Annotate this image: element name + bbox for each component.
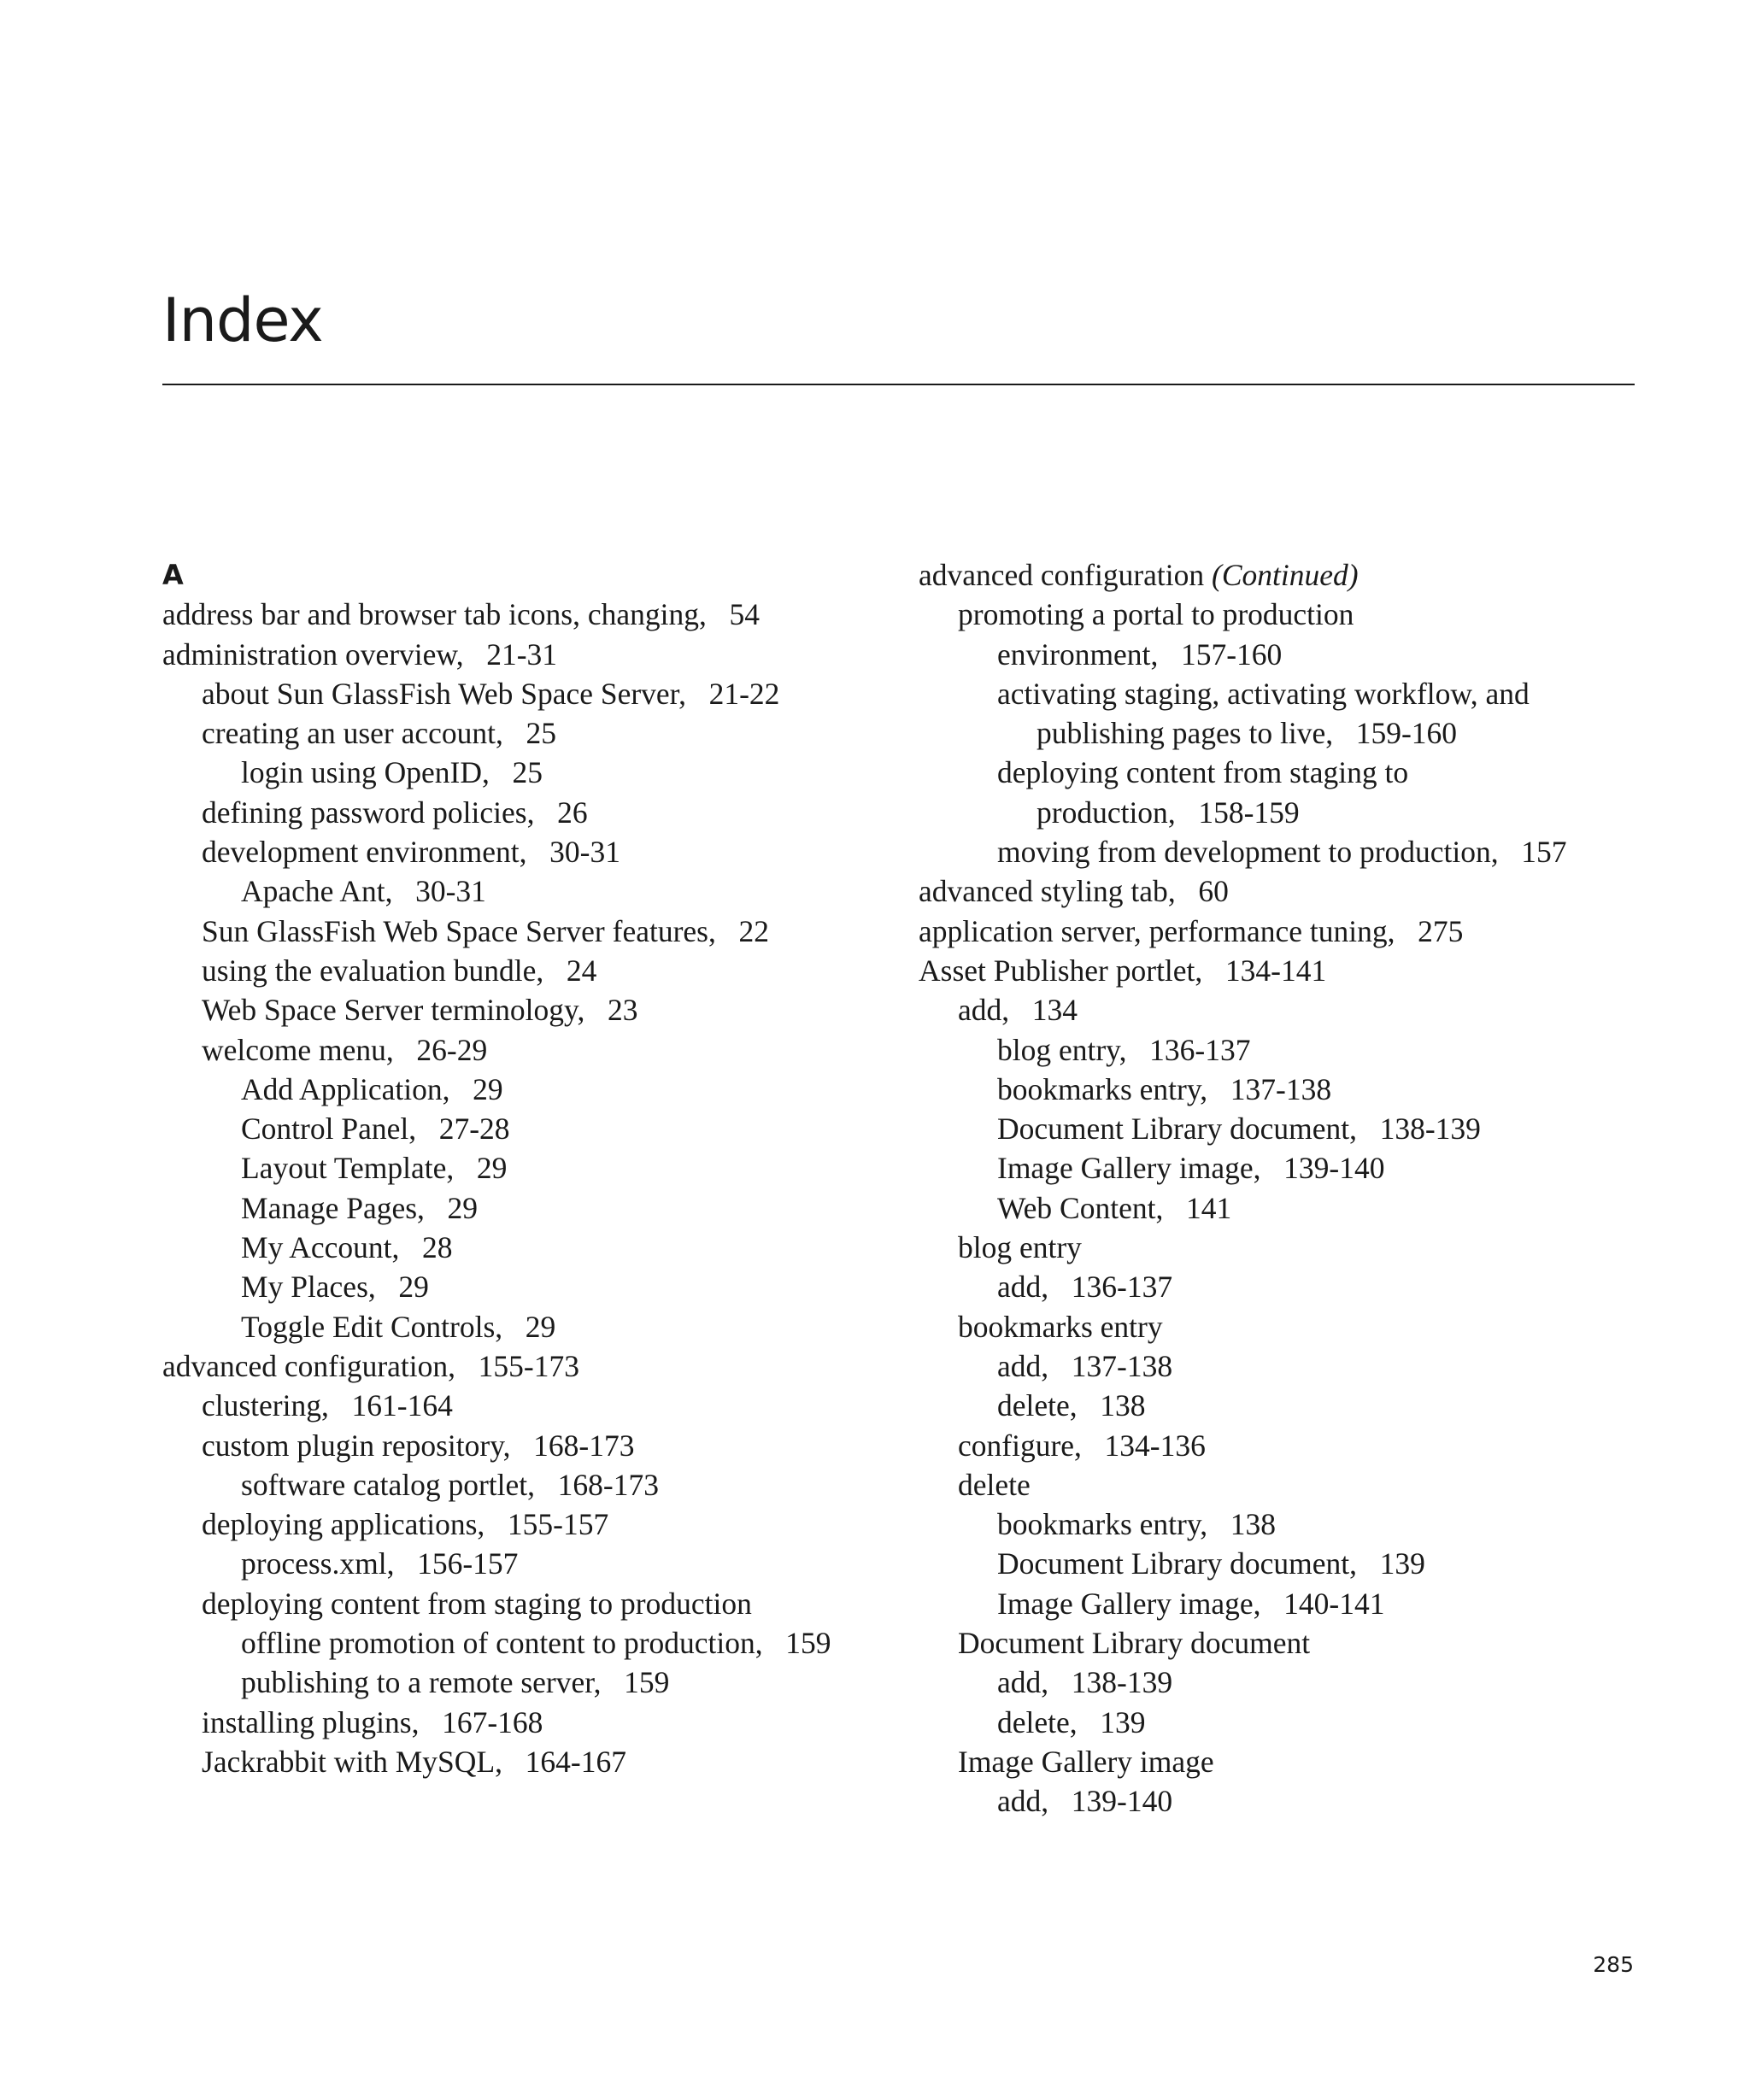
index-subentry: add, 137-138 [919,1346,1688,1386]
index-subentry: Web Space Server terminology, 23 [162,990,931,1029]
index-subentry: Manage Pages, 29 [162,1188,931,1228]
index-subentry: Jackrabbit with MySQL, 164-167 [162,1742,931,1781]
index-column-left [162,555,931,1781]
index-subentry: Document Library document, 139 [919,1544,1688,1583]
index-subentry: installing plugins, 167-168 [162,1703,931,1742]
continued-note: (Continued) [1212,558,1359,592]
index-subentry: Image Gallery image, 139-140 [919,1148,1688,1188]
index-subentry: publishing pages to live, 159-160 [919,713,1688,753]
index-subentry: Apache Ant, 30-31 [162,871,931,911]
index-subentry: custom plugin repository, 168-173 [162,1426,931,1465]
index-subentry: Control Panel, 27-28 [162,1109,931,1148]
index-subentry: Image Gallery image [958,1744,1214,1779]
index-subentry: Sun GlassFish Web Space Server features, 22 [162,912,931,951]
index-subentry: configure, 134-136 [919,1426,1688,1465]
index-entry: administration overview, 21-31 [162,635,931,674]
index-subentry: My Places, 29 [162,1267,931,1306]
index-subentry: bookmarks entry, 138 [919,1505,1688,1544]
section-letter: A [162,559,184,591]
index-subentry: deploying content from staging to [997,755,1409,790]
index-subentry: process.xml, 156-157 [162,1544,931,1583]
index-subentry: add, 139-140 [919,1781,1688,1821]
index-subentry: creating an user account, 25 [162,713,931,753]
index-subentry: clustering, 161-164 [162,1386,931,1425]
index-subentry: software catalog portlet, 168-173 [162,1465,931,1505]
index-subentry: Document Library document [958,1626,1311,1661]
index-entry: Asset Publisher portlet, 134-141 [919,951,1688,990]
index-subentry: add, 134 [919,990,1688,1029]
index-subentry: login using OpenID, 25 [162,753,931,792]
index-subentry: promoting a portal to production [958,597,1354,632]
index-entry: advanced configuration, 155-173 [162,1346,931,1386]
index-subentry: Document Library document, 138-139 [919,1109,1688,1148]
title-rule [162,384,1635,385]
index-entry: advanced styling tab, 60 [919,871,1688,911]
index-subentry: about Sun GlassFish Web Space Server, 21-22 [162,674,931,713]
index-subentry: Toggle Edit Controls, 29 [162,1307,931,1346]
continued-heading: advanced configuration (Continued) [919,558,1359,592]
index-subentry: using the evaluation bundle, 24 [162,951,931,990]
index-subentry: delete, 139 [919,1703,1688,1742]
index-subentry: Image Gallery image, 140-141 [919,1584,1688,1623]
index-subentry: deploying content from staging to production [202,1586,752,1621]
index-subentry: Layout Template, 29 [162,1148,931,1188]
index-subentry: My Account, 28 [162,1228,931,1267]
page-number: 285 [1593,1952,1634,1977]
index-subentry: add, 138-139 [919,1663,1688,1702]
index-subentry: activating staging, activating workflow, and [997,676,1530,711]
index-subentry: blog entry [958,1230,1082,1265]
index-subentry: environment, 157-160 [919,635,1688,674]
index-column-right [919,555,1688,1821]
index-subentry: moving from development to production, 157 [919,832,1688,871]
index-subentry: defining password policies, 26 [162,793,931,832]
index-subentry: Web Content, 141 [919,1188,1688,1228]
index-entry: application server, performance tuning, 275 [919,912,1688,951]
index-subentry: delete, 138 [919,1386,1688,1425]
index-subentry: Add Application, 29 [162,1070,931,1109]
index-subentry: offline promotion of content to production, 159 [162,1623,931,1663]
index-subentry: development environment, 30-31 [162,832,931,871]
index-subentry: blog entry, 136-137 [919,1030,1688,1070]
index-subentry: welcome menu, 26-29 [162,1030,931,1070]
index-subentry: bookmarks entry, 137-138 [919,1070,1688,1109]
index-entry: address bar and browser tab icons, changing, 54 [162,595,931,634]
page-title: Index [162,285,323,355]
index-subentry: add, 136-137 [919,1267,1688,1306]
index-subentry: publishing to a remote server, 159 [162,1663,931,1702]
index-subentry: bookmarks entry [958,1309,1163,1344]
index-subentry: deploying applications, 155-157 [162,1505,931,1544]
index-subentry: delete [958,1467,1031,1502]
index-subentry: production, 158-159 [919,793,1688,832]
